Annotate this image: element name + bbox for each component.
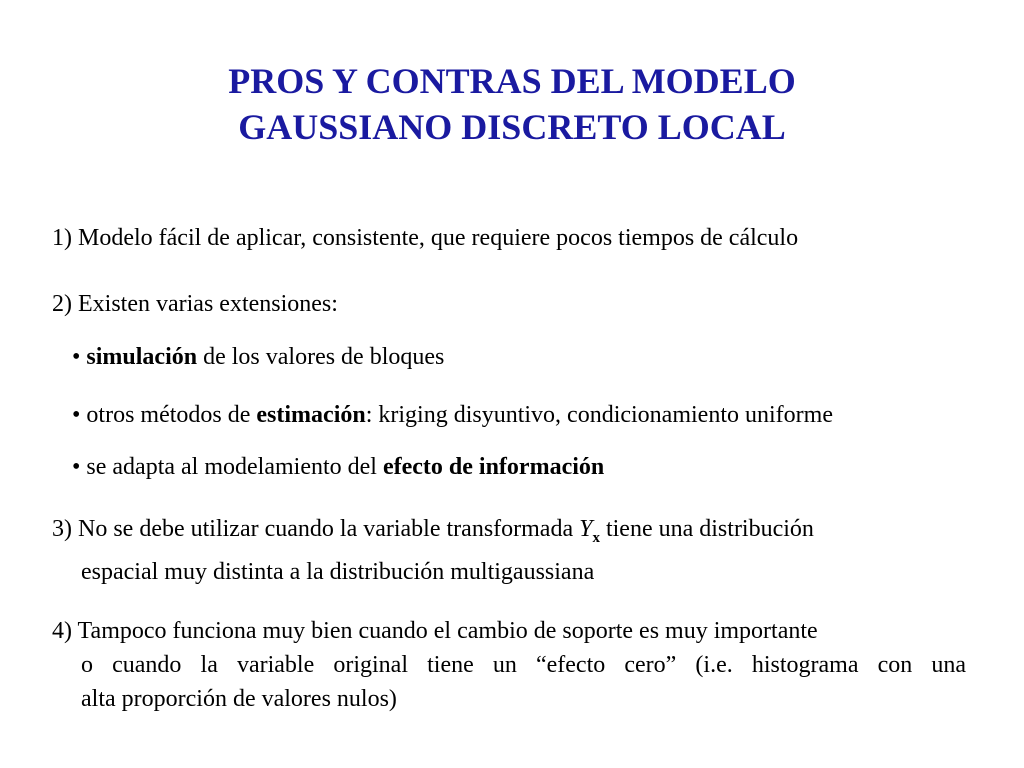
item-2: 2) Existen varias extensiones: — [52, 291, 338, 317]
item-3-var: Y — [579, 516, 593, 542]
item-3 — [52, 512, 814, 589]
title-line-1: PROS Y CONTRAS DEL MODELO — [228, 61, 796, 101]
item-1: 1) Modelo fácil de aplicar, consistente, que requiere pocos tiempos de cálculo — [52, 225, 799, 251]
bullet-estimacion — [72, 398, 833, 432]
item-4 — [52, 614, 966, 716]
item-3-part-2: tiene una distribución — [599, 516, 814, 542]
item-3-line-2: espacial muy distinta a la distribución multigaussiana — [81, 559, 595, 585]
bullet-simulacion — [72, 340, 444, 374]
item-3-var-sub: x — [592, 530, 600, 546]
slide-title — [0, 58, 1024, 150]
bullet-2-bold: estimación — [256, 402, 366, 428]
item-4-line-1: 4) Tampoco funciona muy bien cuando el cambio de soporte es muy importante — [52, 618, 818, 644]
title-line-2: GAUSSIANO DISCRETO LOCAL — [238, 107, 786, 147]
bullet-3-prefix: • se adapta al modelamiento del — [72, 454, 383, 480]
bullet-2-suffix: : kriging disyuntivo, condicionamiento uniforme — [365, 402, 833, 428]
bullet-1-suffix: de los valores de bloques — [197, 344, 445, 370]
item-4-line-3: alta proporción de valores nulos) — [81, 686, 397, 712]
item-4-line-2: o cuando la variable original tiene un “efecto cero” (i.e. histograma con una — [81, 652, 966, 678]
bullet-efecto-informacion — [72, 450, 604, 484]
bullet-3-bold: efecto de información — [382, 454, 605, 480]
item-3-part-1: 3) No se debe utilizar cuando la variable transformada — [52, 516, 580, 542]
item-3-line-1 — [52, 516, 814, 546]
bullet-1-bold: simulación — [86, 344, 198, 370]
bullet-1-prefix: • — [72, 344, 87, 370]
bullet-2-prefix: • otros métodos de — [72, 402, 257, 428]
